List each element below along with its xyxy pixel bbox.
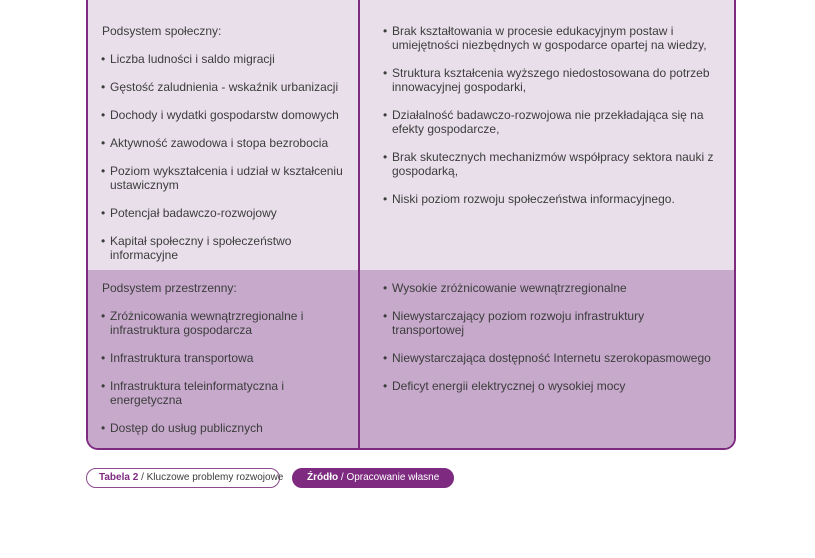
spatial-row [88,270,734,448]
list-item: • Wysokie zróżnicowanie wewnątrzregionalne [384,281,734,295]
list-item: • Infrastruktura teleinformatyczna i energetyczna [102,379,358,407]
table-caption-label: Tabela 2 [99,472,139,483]
list-item: • Struktura kształcenia wyższego niedostosowana do potrzeb innowacyjnej gospodarki, [384,66,734,94]
list-item: • Niewystarczający poziom rozwoju infrastruktury transportowej [384,309,734,337]
list-item: • Poziom wykształcenia i udział w kształceniu ustawicznym [102,164,358,192]
spatial-problems-list [384,281,734,393]
problems-table [86,0,736,450]
social-subsystem-cell [88,0,360,270]
spatial-subsystem-cell [88,270,360,448]
list-item: • Deficyt energii elektrycznej o wysokiej mocy [384,379,734,393]
captions [86,468,454,488]
list-item: • Liczba ludności i saldo migracji [102,52,358,66]
list-item: • Kapitał społeczny i społeczeństwo informacyjne [102,234,358,262]
spatial-problems-cell [360,270,734,448]
list-item: • Zróżnicowania wewnątrzregionalne i infrastruktura gospodarcza [102,309,358,337]
spatial-subsystem-list [102,309,358,435]
social-problems-list [384,24,734,206]
social-problems-cell [360,0,734,270]
social-subsystem-heading: Podsystem społeczny: [102,24,222,38]
source-caption-label: Źródło [307,472,339,483]
caption-separator: / [340,472,344,483]
spatial-subsystem-heading: Podsystem przestrzenny: [102,281,237,295]
table-caption-title: Kluczowe problemy rozwojowe [146,472,284,483]
list-item: • Dostęp do usług publicznych [102,421,358,435]
source-caption-text: Opracowanie własne [346,472,440,483]
social-row [88,0,734,270]
list-item: • Infrastruktura transportowa [102,351,358,365]
list-item: • Niski poziom rozwoju społeczeństwa informacyjnego. [384,192,734,206]
list-item: • Brak kształtowania w procesie edukacyjnym postaw i umiejętności niezbędnych w gospodarce opartej na wiedzy, [384,24,734,52]
source-caption [292,468,454,488]
list-item: • Dochody i wydatki gospodarstw domowych [102,108,358,122]
table-caption [86,468,284,488]
list-item: • Gęstość zaludnienia - wskaźnik urbanizacji [102,80,358,94]
caption-separator: / [141,472,144,483]
list-item: • Brak skutecznych mechanizmów współpracy sektora nauki z gospodarką, [384,150,734,178]
list-item: • Działalność badawczo-rozwojowa nie przekładająca się na efekty gospodarcze, [384,108,734,136]
list-item: • Potencjał badawczo-rozwojowy [102,206,358,220]
list-item: • Aktywność zawodowa i stopa bezrobocia [102,136,358,150]
social-subsystem-list [102,52,358,262]
list-item: • Niewystarczająca dostępność Internetu szerokopasmowego [384,351,734,365]
